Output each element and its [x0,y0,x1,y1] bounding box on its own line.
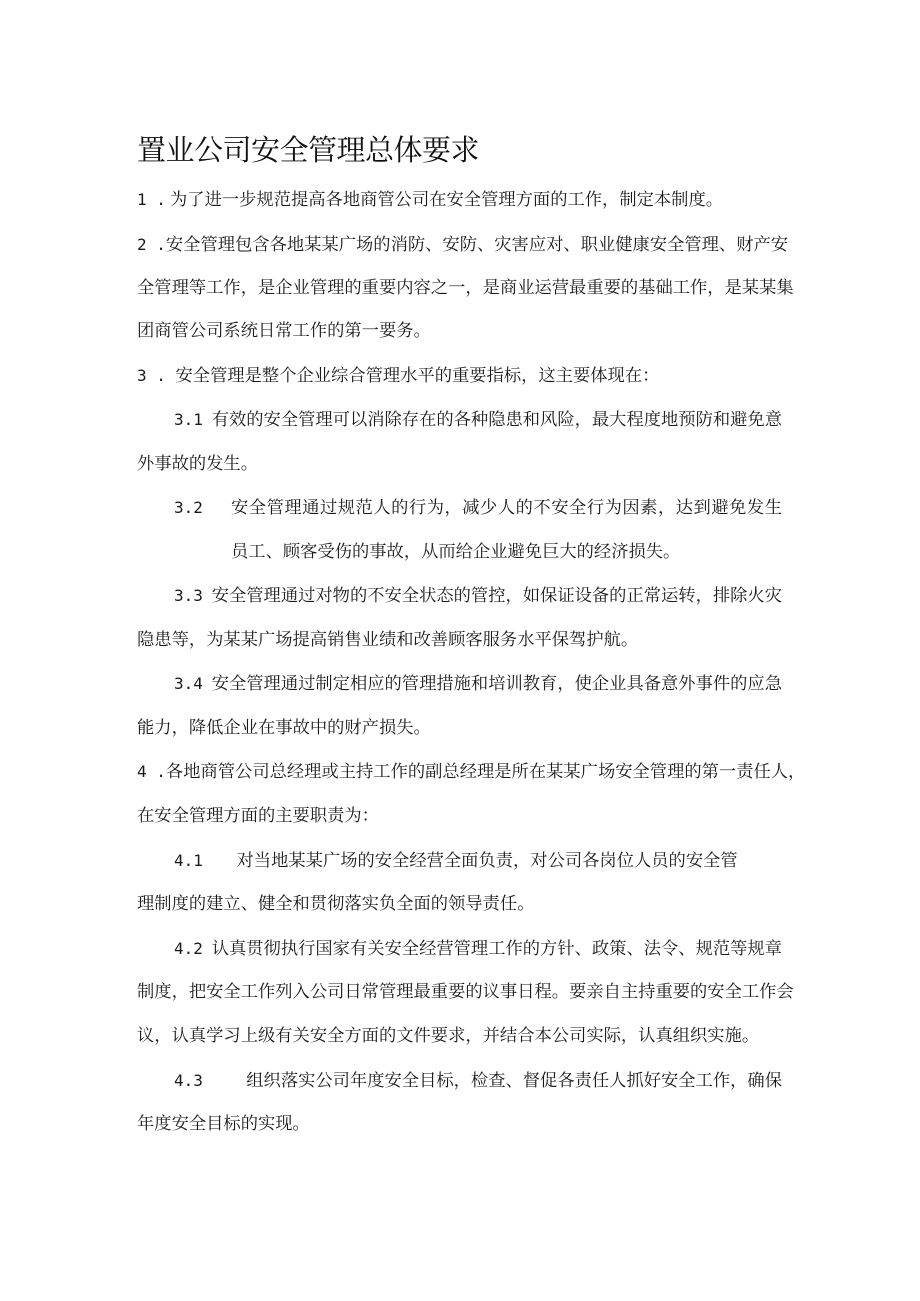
clause-text: 有效的安全管理可以消除存在的各种隐患和风险，最大程度地预防和避免意 [211,410,782,430]
clause-4-1-line-2 [137,892,534,916]
clause-text: 理制度的建立、健全和贯彻落实负全面的领导责任。 [137,894,535,914]
paragraph-text: 团商管公司系统日常工作的第一要务。 [137,321,431,341]
paragraph-number: 4 . [137,762,166,781]
clause-number: 3.4 [174,674,203,693]
clause-text: 年度安全目标的实现。 [137,1114,310,1134]
clause-number: 3.2 [174,498,203,517]
clause-3-2-line-2 [231,540,680,564]
clause-number: 4.1 [174,851,203,870]
clause-text: 安全管理通过制定相应的管理措施和培训教育，使企业具备意外事件的应急 [211,674,782,694]
clause-text: 认真贯彻执行国家有关安全经营管理工作的方针、政策、法令、规范等规章 [211,939,782,959]
clause-text: 组织落实公司年度安全目标，检查、督促各责任人抓好安全工作，确保 [246,1071,782,1091]
clause-text: 能力，降低企业在事故中的财产损失。 [137,718,431,738]
clause-number: 4.2 [174,939,203,958]
paragraph-1-line-1 [137,188,782,212]
paragraph-2-line-2 [137,276,794,300]
paragraph-2-line-3 [137,319,431,343]
paragraph-text: 各地商管公司总经理或主持工作的副总经理是所在某某广场安全管理的第一责任人， [165,762,806,782]
clause-4-2-line-1 [174,937,782,961]
paragraph-number: 3 . [137,366,166,385]
paragraph-text: 全管理等工作，是企业管理的重要内容之一，是商业运营最重要的基础工作，是某某集 [137,278,794,298]
paragraph-text: 为了进一步规范提高各地商管公司在安全管理方面的工作，制定本制度。 [170,190,724,210]
clause-text: 员工、顾客受伤的事故，从而给企业避免巨大的经济损失。 [231,542,681,562]
clause-text: 安全管理通过规范人的行为，减少人的不安全行为因素，达到避免发生 [231,498,782,518]
clause-4-2-line-2 [137,980,794,1004]
clause-4-1-line-1 [174,849,738,873]
clause-3-2-line-1 [174,496,782,520]
paragraph-number: 1 . [137,190,166,209]
paragraph-number: 2 . [137,235,166,254]
clause-text: 议，认真学习上级有关安全方面的文件要求，并结合本公司实际，认真组织实施。 [137,1026,760,1046]
clause-4-3-line-1 [174,1069,782,1093]
paragraph-3-line-1 [137,364,659,388]
clause-text: 隐患等，为某某广场提高销售业绩和改善顾客服务水平保驾护航。 [137,630,639,650]
clause-3-3-line-2 [137,628,638,652]
page-title: 置业公司安全管理总体要求 [137,133,480,167]
clause-text: 外事故的发生。 [137,454,258,474]
paragraph-text: 安全管理包含各地某某广场的消防、安防、灾害应对、职业健康安全管理、财产安 [165,235,789,255]
paragraph-text: 在安全管理方面的主要职责为： [137,806,379,826]
clause-4-2-line-3 [137,1024,759,1048]
clause-3-4-line-1 [174,672,782,696]
clause-3-1-line-1 [174,408,782,432]
clause-3-3-line-1 [174,584,782,608]
clause-3-1-line-2 [137,452,258,476]
clause-3-4-line-2 [137,716,431,740]
paragraph-4-line-1 [137,760,806,784]
clause-number: 3.3 [174,586,203,605]
clause-text: 对当地某某广场的安全经营全面负责，对公司各岗位人员的安全管 [236,851,738,871]
clause-number: 3.1 [174,410,203,429]
paragraph-2-line-1 [137,233,789,257]
paragraph-text: 安全管理是整个企业综合管理水平的重要指标，这主要体现在： [175,366,660,386]
clause-4-3-line-2 [137,1112,310,1136]
paragraph-4-line-2 [137,804,379,828]
clause-text: 制度，把安全工作列入公司日常管理最重要的议事日程。要亲自主持重要的安全工作会 [137,982,794,1002]
clause-number: 4.3 [174,1071,203,1090]
clause-text: 安全管理通过对物的不安全状态的管控，如保证设备的正常运转，排除火灾 [211,586,782,606]
